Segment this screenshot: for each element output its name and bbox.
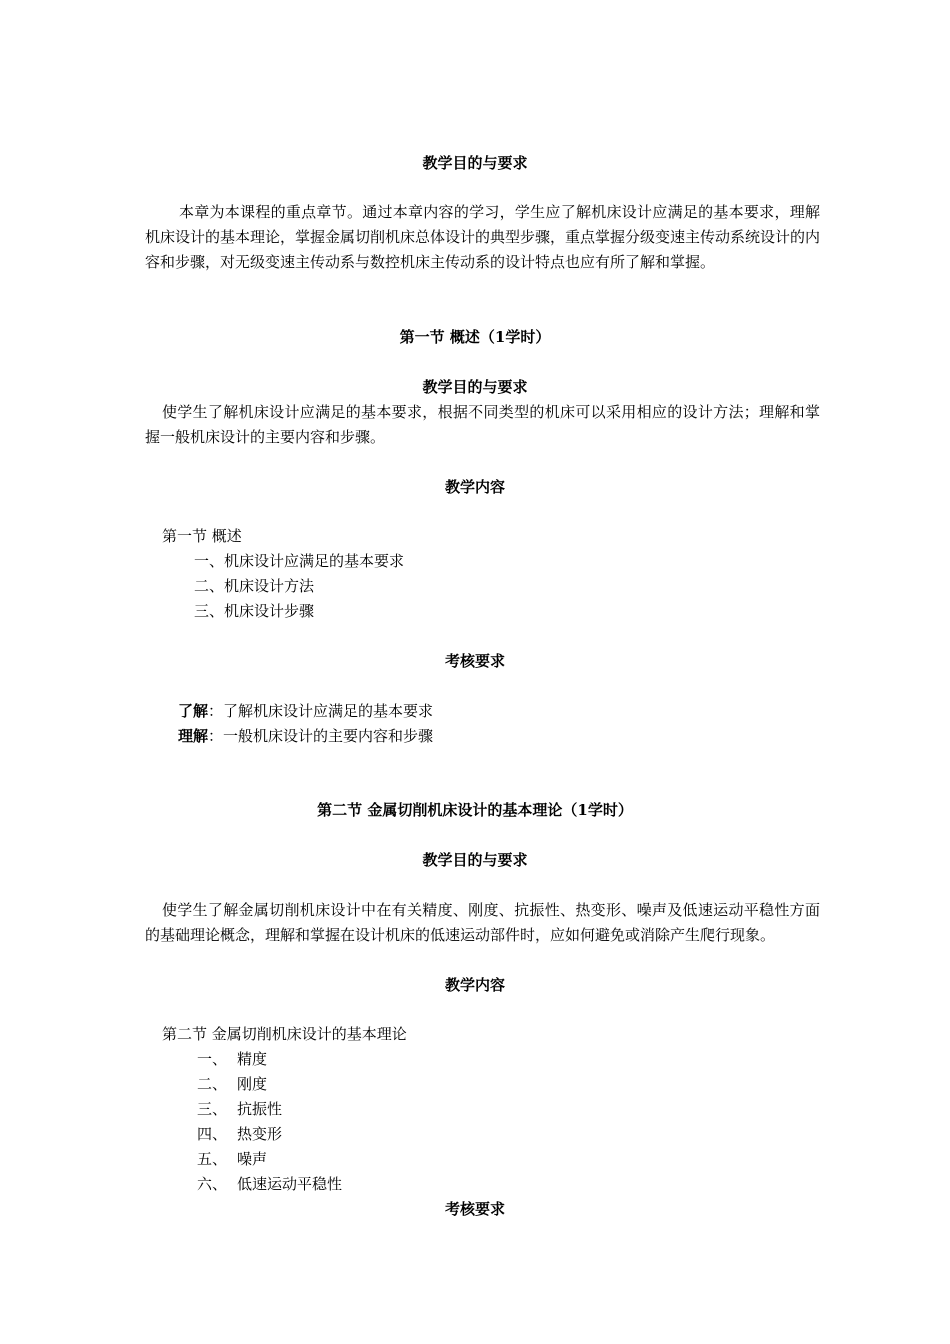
item-text: 噪声 [237, 1150, 268, 1168]
section2-title: 第二节 金属切削机床设计的基本理论（1学时） [317, 801, 633, 819]
section2-exam-heading: 考核要求 [444, 1200, 505, 1218]
item-text: 精度 [237, 1050, 268, 1068]
section1-title: 第一节 概述（1学时） [399, 328, 551, 346]
exam-item-understand [178, 702, 433, 720]
section2-outline-item [197, 1075, 267, 1093]
item-number: 一、 [197, 1050, 228, 1068]
section1-outline-title: 第一节 概述 [162, 527, 242, 545]
item-number: 二、 [197, 1075, 228, 1093]
item-number: 四、 [197, 1125, 228, 1143]
exam-separator: ： [208, 727, 224, 745]
exam-item-comprehend [178, 727, 433, 745]
section2-goals-text: 使学生了解金属切削机床设计中在有关精度、刚度、抗振性、热变形、噪声及低速运动平稳性方面的基础理论概念，理解和掌握在设计机床的低速运动部件时，应如何避免或消除产生爬行现象。 [145, 901, 820, 944]
intro-heading: 教学目的与要求 [422, 154, 528, 172]
exam-text: 了解机床设计应满足的基本要求 [223, 702, 434, 720]
exam-text: 一般机床设计的主要内容和步骤 [223, 727, 434, 745]
section1-goals-text: 使学生了解机床设计应满足的基本要求，根据不同类型的机床可以采用相应的设计方法；理解和掌握一般机床设计的主要内容和步骤。 [145, 403, 820, 446]
item-text: 刚度 [237, 1075, 268, 1093]
exam-separator: ： [208, 702, 224, 720]
item-text: 热变形 [237, 1125, 283, 1143]
section1-outline-item: 一、机床设计应满足的基本要求 [194, 552, 405, 570]
exam-label: 理解 [178, 727, 209, 745]
section1-content-heading: 教学内容 [444, 478, 505, 496]
section2-content-heading: 教学内容 [444, 976, 505, 994]
section2-outline-item [197, 1100, 282, 1118]
section2-outline-title: 第二节 金属切削机床设计的基本理论 [162, 1025, 407, 1043]
item-number: 三、 [197, 1100, 228, 1118]
section2-outline-item [197, 1175, 342, 1193]
item-number: 五、 [197, 1150, 228, 1168]
exam-label: 了解 [178, 702, 209, 720]
section2-goals-heading: 教学目的与要求 [422, 851, 528, 869]
item-text: 抗振性 [237, 1100, 283, 1118]
section2-outline-item [197, 1125, 282, 1143]
section1-exam-heading: 考核要求 [444, 652, 505, 670]
section2-outline-item [197, 1050, 267, 1068]
item-text: 低速运动平稳性 [237, 1175, 343, 1193]
section1-outline-item: 三、机床设计步骤 [194, 602, 315, 620]
section1-outline-item: 二、机床设计方法 [194, 577, 315, 595]
item-number: 六、 [197, 1175, 228, 1193]
intro-paragraph: 本章为本课程的重点章节。通过本章内容的学习，学生应了解机床设计应满足的基本要求，理解机床设计的基本理论，掌握金属切削机床总体设计的典型步骤，重点掌握分级变速主传动系统设计的内容和步骤，对无级变速主传动系与数控机床主传动系的设计特点也应有所了解和掌握。 [145, 203, 821, 271]
section2-outline-item [197, 1150, 267, 1168]
section1-goals-heading: 教学目的与要求 [422, 378, 528, 396]
